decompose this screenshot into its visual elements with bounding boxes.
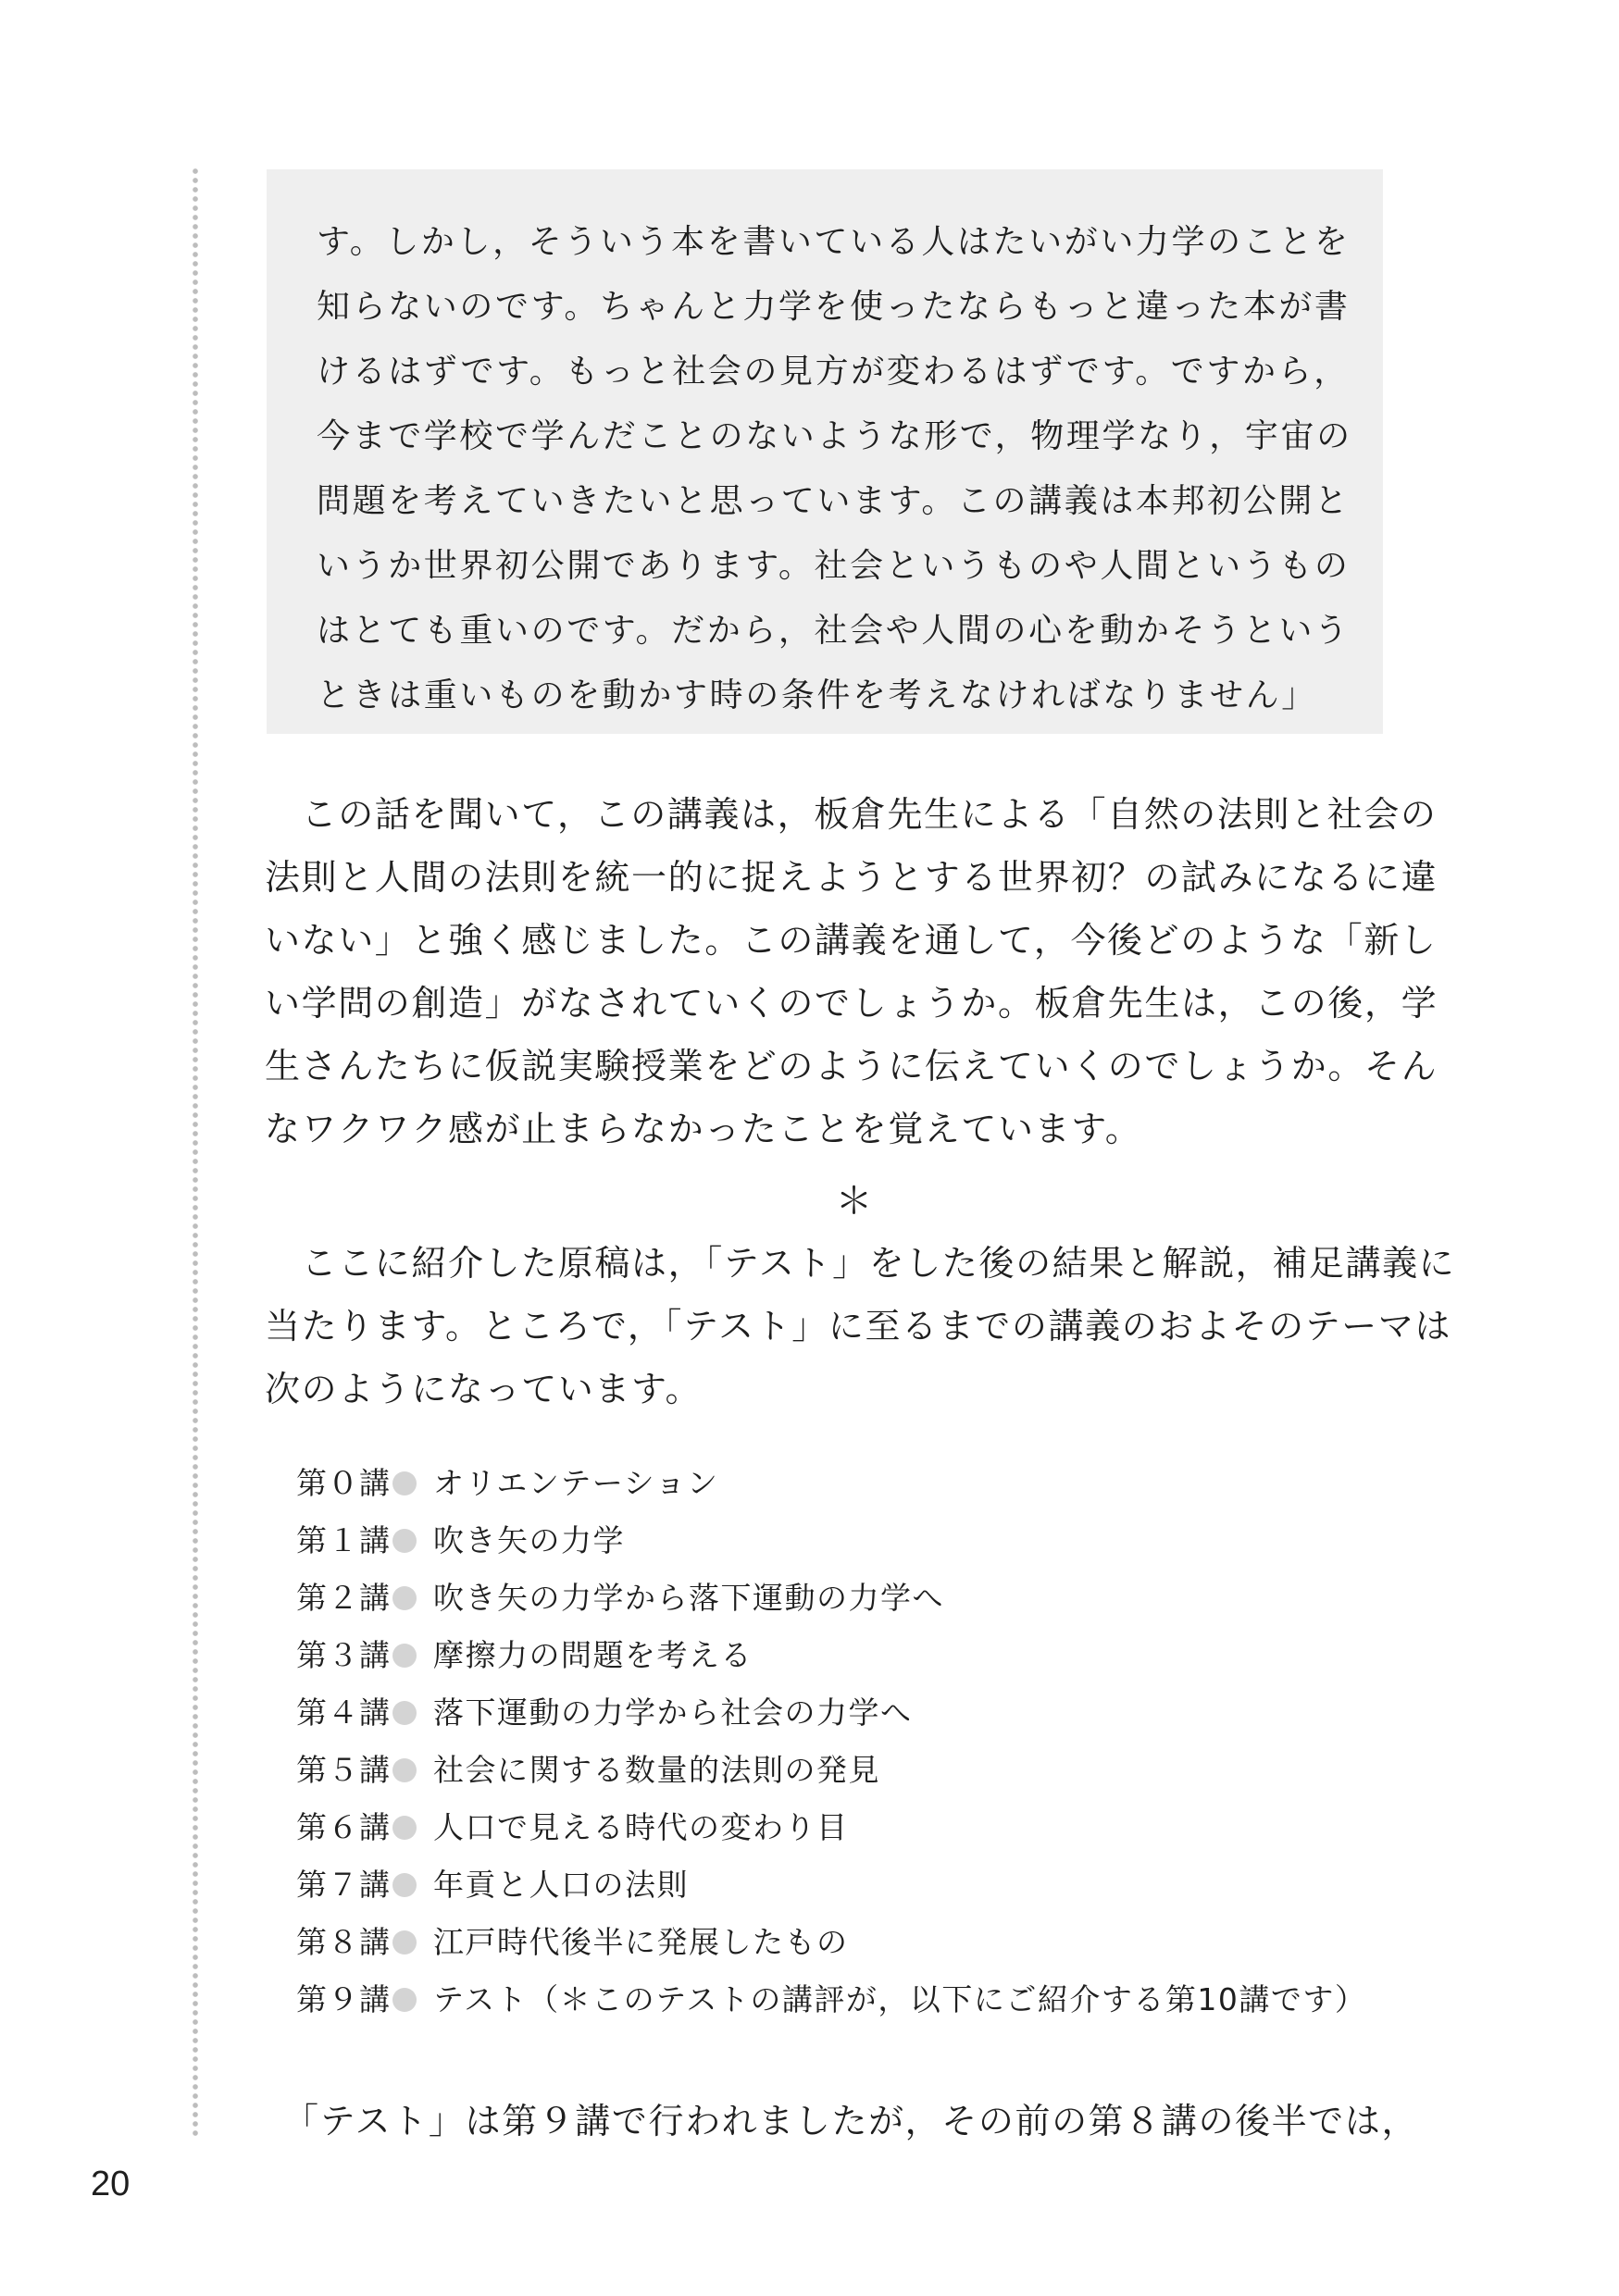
body-paragraph-1: [265, 783, 1438, 1160]
body-paragraph-2: [265, 1232, 1456, 1421]
quote-line: 今まで学校で学んだことのないような形で，物理学なり，宇宙の: [317, 417, 1352, 455]
quote-line: 問題を考えていきたいと思っています。この講義は本邦初公開と: [317, 482, 1351, 520]
bullet-dot-icon: [392, 1701, 417, 1725]
quote-line: す。しかし，そういう本を書いている人はたいがい力学のことを: [317, 223, 1351, 261]
lecture-title: テスト（＊このテストの講評が，以下にご紹介する第10講です）: [433, 1981, 1367, 2017]
margin-dotted-rule: [192, 167, 199, 2138]
lecture-number: 第８講: [296, 1924, 391, 1960]
bullet-dot-icon: [392, 1816, 417, 1840]
list-item: [296, 1455, 1407, 1512]
list-item: [296, 1856, 1407, 1914]
lecture-title: 吹き矢の力学から落下運動の力学へ: [433, 1580, 944, 1616]
lecture-number: 第７講: [296, 1867, 391, 1903]
list-item: [296, 1570, 1407, 1627]
quote-line: ときは重いものを動かす時の条件を考えなければなりません」: [317, 676, 1317, 714]
lecture-number: 第９講: [296, 1981, 391, 2017]
list-item: [296, 1914, 1407, 1971]
body-line: 当たります。ところで，「テスト」に至るまでの講義のおよそのテーマは: [265, 1306, 1452, 1347]
lecture-title: オリエンテーション: [433, 1465, 719, 1501]
bullet-dot-icon: [392, 1758, 417, 1782]
lecture-number: 第５講: [296, 1752, 391, 1788]
lecture-title: 吹き矢の力学: [433, 1522, 625, 1558]
bullet-dot-icon: [392, 1586, 417, 1610]
lecture-list: [296, 1455, 1407, 2029]
list-item: [296, 1512, 1407, 1570]
body-line: ここに紹介した原稿は，「テスト」をした後の結果と解説，補足講義に: [265, 1243, 1456, 1284]
lecture-title: 人口で見える時代の変わり目: [433, 1809, 849, 1845]
body-line: いない」と強く感じました。この講義を通して，今後どのような「新し: [265, 920, 1438, 961]
page-number: 20: [91, 2165, 131, 2203]
quote-line: いうか世界初公開であります。社会というものや人間というもの: [317, 547, 1351, 585]
bullet-dot-icon: [392, 1930, 417, 1955]
quote-line: はとても重いのです。だから，社会や人間の心を動かそうという: [317, 612, 1351, 650]
list-item: [296, 1742, 1407, 1799]
quote-line: けるはずです。もっと社会の見方が変わるはずです。ですから，: [317, 353, 1350, 391]
lecture-number: 第０講: [296, 1465, 391, 1501]
lecture-title: 江戸時代後半に発展したもの: [433, 1924, 849, 1960]
body-line: この話を聞いて，この講義は，板倉先生による「自然の法則と社会の: [265, 794, 1438, 835]
lecture-number: 第２講: [296, 1580, 391, 1616]
bullet-dot-icon: [392, 1471, 417, 1496]
list-item: [296, 1799, 1407, 1856]
lecture-title: 落下運動の力学から社会の力学へ: [433, 1694, 913, 1731]
lecture-title: 社会に関する数量的法則の発見: [433, 1752, 880, 1788]
lecture-number: 第１講: [296, 1522, 391, 1558]
body-line-continued: 「テスト」は第９講で行われましたが，その前の第８講の後半では，: [283, 2101, 1419, 2141]
body-line: い学問の創造」がなされていくのでしょうか。板倉先生は，この後，学: [265, 983, 1438, 1024]
bullet-dot-icon: [392, 1644, 417, 1668]
bullet-dot-icon: [392, 1873, 417, 1897]
body-line: 法則と人間の法則を統一的に捉えようとする世界初？の試みになるに違: [265, 857, 1438, 898]
bullet-dot-icon: [392, 1988, 417, 2012]
bullet-dot-icon: [392, 1529, 417, 1553]
body-line: 生さんたちに仮説実験授業をどのように伝えていくのでしょうか。そん: [265, 1046, 1438, 1086]
list-item: [296, 1684, 1407, 1742]
body-line: なワクワク感が止まらなかったことを覚えています。: [265, 1109, 1142, 1149]
list-item: [296, 1971, 1407, 2029]
lecture-title: 摩擦力の問題を考える: [433, 1637, 753, 1673]
lecture-number: 第３講: [296, 1637, 391, 1673]
list-item: [296, 1627, 1407, 1684]
lecture-number: 第４講: [296, 1694, 391, 1731]
lecture-number: 第６講: [296, 1809, 391, 1845]
body-line: 次のようになっています。: [265, 1369, 703, 1409]
quote-box: [267, 169, 1383, 734]
quote-line: 知らないのです。ちゃんと力学を使ったならもっと違った本が書: [317, 288, 1351, 326]
section-separator: ＊: [835, 1180, 873, 1222]
lecture-title: 年貢と人口の法則: [433, 1867, 689, 1903]
